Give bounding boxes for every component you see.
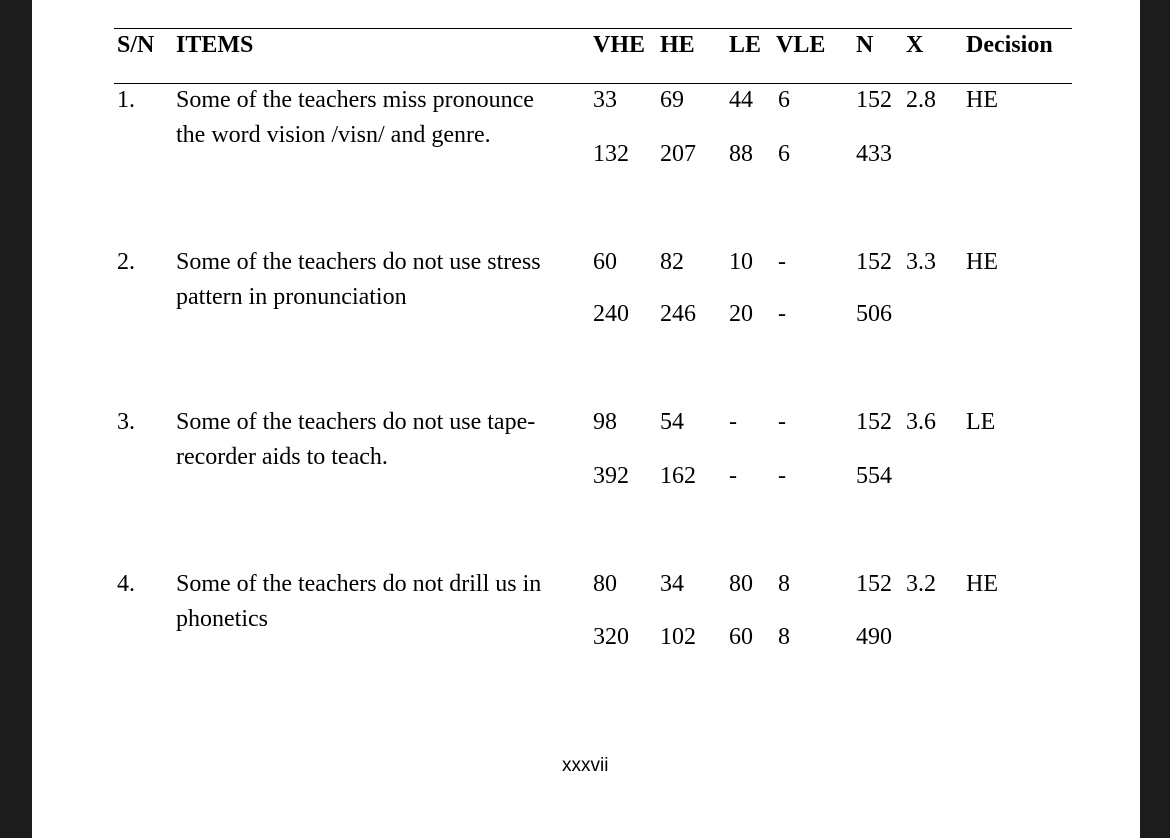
row-4-item-line2: phonetics — [176, 606, 268, 632]
header-x: X — [906, 32, 924, 58]
row-2-n-weighted: 506 — [856, 301, 892, 327]
row-2-n: 152 — [856, 249, 892, 275]
row-2-le-weighted: 20 — [729, 301, 753, 327]
row-3-n: 152 — [856, 409, 892, 435]
row-2-item-line1: Some of the teachers do not use stress — [176, 249, 541, 275]
header-items: ITEMS — [176, 32, 254, 58]
row-4-he-weighted: 102 — [660, 624, 696, 650]
row-3-vhe-weighted: 392 — [593, 463, 629, 489]
row-4-decision: HE — [966, 571, 998, 597]
header-he: HE — [660, 32, 695, 58]
document-page — [32, 0, 1140, 838]
row-3-le: - — [729, 409, 737, 435]
row-2-he: 82 — [660, 249, 684, 275]
row-4-he: 34 — [660, 571, 684, 597]
row-4-x: 3.2 — [906, 571, 936, 597]
row-1-he: 69 — [660, 87, 684, 113]
row-1-vhe: 33 — [593, 87, 617, 113]
row-3-vhe: 98 — [593, 409, 617, 435]
row-2-x: 3.3 — [906, 249, 936, 275]
row-1-decision: HE — [966, 87, 998, 113]
header-n: N — [856, 32, 874, 58]
header-vhe: VHE — [593, 32, 646, 58]
row-2-le: 10 — [729, 249, 753, 275]
row-2-vle-weighted: - — [778, 301, 786, 327]
row-4-vhe: 80 — [593, 571, 617, 597]
row-2-sn: 2. — [117, 249, 135, 275]
row-1-x: 2.8 — [906, 87, 936, 113]
row-4-sn: 4. — [117, 571, 135, 597]
row-2-vhe-weighted: 240 — [593, 301, 629, 327]
page-number: xxxvii — [562, 755, 609, 776]
row-1-vhe-weighted: 132 — [593, 141, 629, 167]
row-1-item-line2: the word vision /visn/ and genre. — [176, 122, 491, 148]
row-1-vle-weighted: 6 — [778, 141, 790, 167]
row-3-decision: LE — [966, 409, 996, 435]
header-le: LE — [729, 32, 762, 58]
header-sn: S/N — [117, 32, 155, 58]
row-1-item-line1: Some of the teachers miss pronounce — [176, 87, 534, 113]
row-2-vhe: 60 — [593, 249, 617, 275]
table-header-rule — [114, 83, 1072, 84]
row-3-vle: - — [778, 409, 786, 435]
row-1-n: 152 — [856, 87, 892, 113]
row-1-sn: 1. — [117, 87, 135, 113]
row-4-vle: 8 — [778, 571, 790, 597]
row-4-n-weighted: 490 — [856, 624, 892, 650]
row-1-le-weighted: 88 — [729, 141, 753, 167]
row-2-item-line2: pattern in pronunciation — [176, 284, 407, 310]
row-1-n-weighted: 433 — [856, 141, 892, 167]
row-4-le-weighted: 60 — [729, 624, 753, 650]
row-1-vle: 6 — [778, 87, 790, 113]
row-3-item-line1: Some of the teachers do not use tape- — [176, 409, 536, 435]
header-decision: Decision — [966, 32, 1053, 58]
row-3-he: 54 — [660, 409, 684, 435]
row-3-le-weighted: - — [729, 463, 737, 489]
row-3-item-line2: recorder aids to teach. — [176, 444, 388, 470]
row-3-he-weighted: 162 — [660, 463, 696, 489]
header-vle: VLE — [776, 32, 826, 58]
row-3-n-weighted: 554 — [856, 463, 892, 489]
row-3-sn: 3. — [117, 409, 135, 435]
row-4-n: 152 — [856, 571, 892, 597]
row-2-he-weighted: 246 — [660, 301, 696, 327]
row-2-decision: HE — [966, 249, 998, 275]
row-3-vle-weighted: - — [778, 463, 786, 489]
table-top-rule — [114, 28, 1072, 29]
row-4-vle-weighted: 8 — [778, 624, 790, 650]
row-3-x: 3.6 — [906, 409, 936, 435]
row-4-le: 80 — [729, 571, 753, 597]
row-2-vle: - — [778, 249, 786, 275]
row-4-vhe-weighted: 320 — [593, 624, 629, 650]
row-1-le: 44 — [729, 87, 753, 113]
row-4-item-line1: Some of the teachers do not drill us in — [176, 571, 542, 597]
row-1-he-weighted: 207 — [660, 141, 696, 167]
